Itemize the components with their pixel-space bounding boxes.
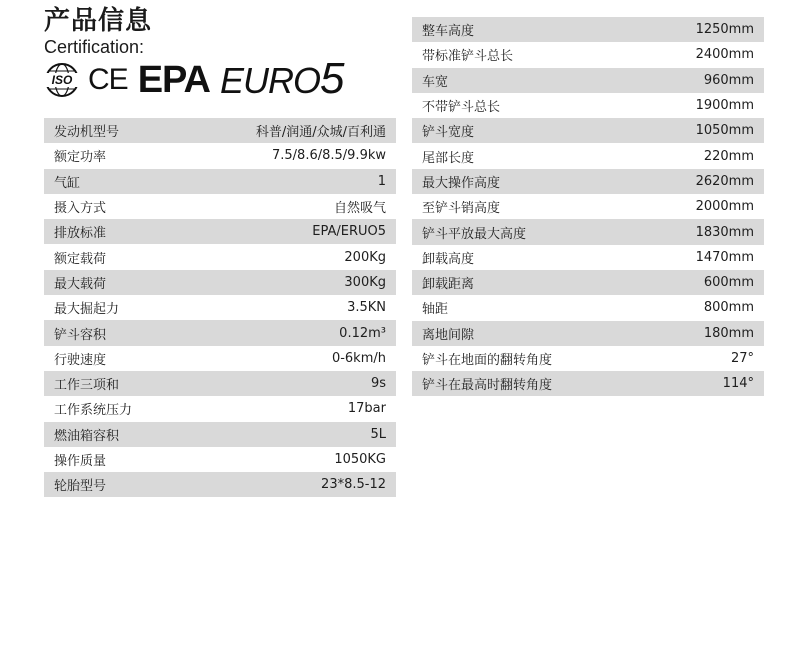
spec-label: 轴距 <box>412 295 612 320</box>
left-spec-rows <box>44 118 396 497</box>
spec-row <box>412 295 764 320</box>
spec-row <box>412 245 764 270</box>
spec-value: 17bar <box>244 396 396 421</box>
spec-label: 尾部长度 <box>412 143 612 168</box>
spec-value: 2000mm <box>612 194 764 219</box>
spec-row <box>412 17 764 42</box>
spec-value: 114° <box>612 371 764 396</box>
euro-label: EURO <box>220 60 321 101</box>
spec-label: 铲斗容积 <box>44 320 244 345</box>
epa-mark: EPA <box>137 59 211 101</box>
spec-row <box>412 93 764 118</box>
spec-value: 220mm <box>612 143 764 168</box>
spec-row <box>412 219 764 244</box>
spec-value: 800mm <box>612 295 764 320</box>
spec-row <box>44 295 396 320</box>
spec-label: 额定载荷 <box>44 244 244 269</box>
spec-label: 铲斗在最高时翻转角度 <box>412 371 612 396</box>
spec-row <box>412 68 764 93</box>
spec-value: 1 <box>244 169 396 194</box>
spec-label: 摄入方式 <box>44 194 244 219</box>
spec-row <box>44 320 396 345</box>
spec-row <box>412 321 764 346</box>
spec-value: 9s <box>244 371 396 396</box>
ce-mark: CE <box>88 63 128 96</box>
spec-label: 铲斗平放最大高度 <box>412 219 612 244</box>
spec-value: 23*8.5-12 <box>244 472 396 497</box>
spec-value: 1470mm <box>612 245 764 270</box>
spec-label: 车宽 <box>412 68 612 93</box>
spec-value: 1830mm <box>612 219 764 244</box>
page-title: 产品信息 <box>44 6 153 36</box>
spec-label: 带标准铲斗总长 <box>412 42 612 67</box>
spec-row <box>412 346 764 371</box>
spec-value: 0.12m³ <box>244 320 396 345</box>
left-spec-table <box>44 118 396 497</box>
spec-row <box>412 270 764 295</box>
spec-row <box>44 118 396 143</box>
spec-value: 300Kg <box>244 270 396 295</box>
spec-row <box>44 270 396 295</box>
spec-label: 整车高度 <box>412 17 612 42</box>
spec-value: 27° <box>612 346 764 371</box>
spec-row <box>44 472 396 497</box>
spec-value: EPA/ERUO5 <box>244 219 396 244</box>
spec-value: 1050mm <box>612 118 764 143</box>
spec-label: 行驶速度 <box>44 346 244 371</box>
spec-label: 不带铲斗总长 <box>412 93 612 118</box>
spec-label: 工作三项和 <box>44 371 244 396</box>
spec-label: 卸载距离 <box>412 270 612 295</box>
spec-row <box>412 42 764 67</box>
euro-number: 5 <box>320 54 344 103</box>
spec-row <box>412 371 764 396</box>
spec-label: 排放标准 <box>44 219 244 244</box>
spec-value: 7.5/8.6/8.5/9.9kw <box>244 143 396 168</box>
spec-row <box>44 371 396 396</box>
spec-value: 2400mm <box>612 42 764 67</box>
spec-value: 1900mm <box>612 93 764 118</box>
iso-logo <box>44 62 80 98</box>
spec-value: 960mm <box>612 68 764 93</box>
spec-row <box>412 118 764 143</box>
iso-label: ISO <box>44 73 80 87</box>
spec-label: 燃油箱容积 <box>44 422 244 447</box>
spec-label: 气缸 <box>44 169 244 194</box>
spec-value: 0-6km/h <box>244 346 396 371</box>
spec-label: 离地间隙 <box>412 321 612 346</box>
spec-label: 至铲斗销高度 <box>412 194 612 219</box>
spec-row <box>44 422 396 447</box>
spec-row <box>44 447 396 472</box>
spec-label: 卸载高度 <box>412 245 612 270</box>
spec-row <box>44 396 396 421</box>
spec-value: 3.5KN <box>244 295 396 320</box>
spec-value: 2620mm <box>612 169 764 194</box>
spec-row <box>44 143 396 168</box>
spec-row <box>412 169 764 194</box>
right-spec-rows <box>412 17 764 396</box>
spec-value: 1250mm <box>612 17 764 42</box>
spec-label: 额定功率 <box>44 143 244 168</box>
spec-value: 200Kg <box>244 244 396 269</box>
spec-row <box>44 346 396 371</box>
certification-heading: Certification: <box>44 37 145 57</box>
spec-label: 最大掘起力 <box>44 295 244 320</box>
right-spec-table <box>412 17 764 396</box>
spec-label: 轮胎型号 <box>44 472 244 497</box>
spec-row <box>44 194 396 219</box>
spec-row <box>412 194 764 219</box>
spec-value: 180mm <box>612 321 764 346</box>
spec-label: 最大操作高度 <box>412 169 612 194</box>
certification-logos <box>44 54 344 103</box>
spec-row <box>412 143 764 168</box>
spec-value: 自然吸气 <box>244 194 396 219</box>
spec-row <box>44 244 396 269</box>
spec-label: 操作质量 <box>44 447 244 472</box>
spec-value: 1050KG <box>244 447 396 472</box>
spec-label: 铲斗在地面的翻转角度 <box>412 346 612 371</box>
spec-row <box>44 219 396 244</box>
spec-value: 600mm <box>612 270 764 295</box>
spec-label: 铲斗宽度 <box>412 118 612 143</box>
spec-label: 工作系统压力 <box>44 396 244 421</box>
spec-value: 科普/润通/众城/百利通 <box>244 118 396 143</box>
spec-row <box>44 169 396 194</box>
euro5-mark <box>220 54 344 103</box>
spec-label: 最大载荷 <box>44 270 244 295</box>
spec-label: 发动机型号 <box>44 118 244 143</box>
spec-value: 5L <box>244 422 396 447</box>
